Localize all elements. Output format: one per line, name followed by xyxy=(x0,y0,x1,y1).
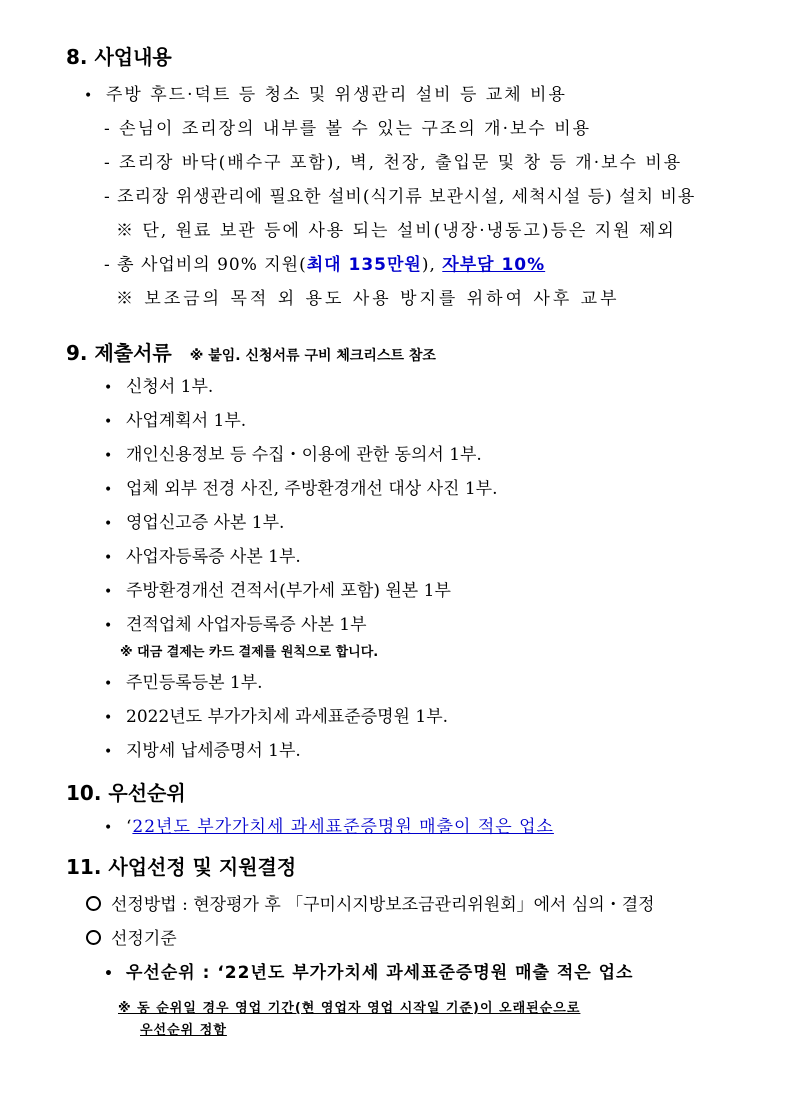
document-label: 지방세 납세증명서 1부. xyxy=(126,741,301,761)
bullet-icon: • xyxy=(104,618,113,634)
bullet-icon: • xyxy=(104,550,113,566)
support-max-amount: 최대 135만원 xyxy=(306,255,422,275)
selection-criteria-text: 선정기준 xyxy=(111,929,177,949)
section-8-exclusion-note: ※ 단, 원료 보관 등에 사용 되는 설비(냉장·냉동고)등은 지원 제외 xyxy=(116,221,676,241)
quote-mark: ‘ xyxy=(126,817,133,837)
bullet-icon: • xyxy=(104,744,113,760)
bullet-icon: • xyxy=(84,88,95,104)
priority-criteria-text: 우선순위 : ‘22년도 부가가치세 과세표준증명원 매출 적은 업소 xyxy=(126,963,634,983)
checklist-reference-note: ※ 붙임. 신청서류 구비 체크리스트 참조 xyxy=(189,348,436,364)
section-10-heading: 10. 우선순위 xyxy=(66,781,186,805)
section-8-heading: 8. 사업내용 xyxy=(66,45,172,69)
bullet-icon: • xyxy=(104,584,113,600)
bullet-icon: • xyxy=(104,710,113,726)
bullet-icon: • xyxy=(104,482,113,498)
document-list-item xyxy=(104,580,451,603)
circle-bullet-icon xyxy=(86,896,101,911)
document-list-item xyxy=(104,706,448,729)
section-8-subitem: - 조리장 바닥(배수구 포함), 벽, 천장, 출입문 및 창 등 개·보수 비용 xyxy=(104,153,683,173)
section-8-support-line xyxy=(104,254,545,276)
selection-method-item xyxy=(86,894,655,916)
section-8-subitem: - 손님이 조리장의 내부를 볼 수 있는 구조의 개·보수 비용 xyxy=(104,119,592,139)
bullet-icon: • xyxy=(104,380,113,396)
card-payment-note: ※ 대금 결제는 카드 결제를 원칙으로 합니다. xyxy=(120,645,379,660)
priority-criteria xyxy=(104,962,633,985)
section-8-main-text: 주방 후드·덕트 등 청소 및 위생관리 설비 등 교체 비용 xyxy=(106,85,567,105)
document-label: 영업신고증 사본 1부. xyxy=(126,513,285,533)
section-8-main-item xyxy=(84,84,567,107)
document-list-item xyxy=(104,444,482,467)
document-label: 개인신용정보 등 수집・이용에 관한 동의서 1부. xyxy=(126,445,482,465)
document-label: 2022년도 부가가치세 과세표준증명원 1부. xyxy=(126,707,449,727)
bullet-icon: • xyxy=(104,516,113,532)
document-label: 사업계획서 1부. xyxy=(126,411,247,431)
section-8-subsidy-note: ※ 보조금의 목적 외 용도 사용 방지를 위하여 사후 교부 xyxy=(116,289,620,309)
bullet-icon: • xyxy=(104,966,114,982)
priority-item xyxy=(104,816,554,839)
tie-break-note-line2: 우선순위 정함 xyxy=(140,1023,227,1038)
document-label: 신청서 1부. xyxy=(126,377,214,397)
document-list-item xyxy=(104,672,263,695)
bullet-icon: • xyxy=(104,414,113,430)
circle-bullet-icon xyxy=(86,930,101,945)
document-list-item xyxy=(104,614,367,637)
document-list-item xyxy=(104,740,301,763)
document-list-item xyxy=(104,546,301,569)
section-9-title: 9. 제출서류 xyxy=(66,341,172,365)
priority-criteria-link: 22년도 부가가치세 과세표준증명원 매출이 적은 업소 xyxy=(132,817,554,837)
selection-method-text: 선정방법 : 현장평가 후 「구미시지방보조금관리위원회」에서 심의・결정 xyxy=(111,895,655,915)
section-8-subitem: - 조리장 위생관리에 필요한 설비(식기류 보관시설, 세척시설 등) 설치 비용 xyxy=(104,187,696,207)
support-text: - 총 사업비의 90% 지원( xyxy=(104,255,307,275)
bullet-icon: • xyxy=(104,448,113,464)
section-11-heading: 11. 사업선정 및 지원결정 xyxy=(66,855,297,879)
section-9-heading xyxy=(66,340,436,369)
tie-break-note-line1: ※ 동 순위일 경우 영업 기간(현 영업자 영업 시작일 기준)이 오래된순으로 xyxy=(118,1001,581,1016)
support-separator: ), xyxy=(421,255,443,275)
document-label: 업체 외부 전경 사진, 주방환경개선 대상 사진 1부. xyxy=(126,479,498,499)
selection-criteria-item xyxy=(86,928,177,950)
document-list-item xyxy=(104,478,497,501)
document-label: 주민등록등본 1부. xyxy=(126,673,263,693)
bullet-icon: • xyxy=(104,676,113,692)
document-label: 주방환경개선 견적서(부가세 포함) 원본 1부 xyxy=(126,581,451,601)
document-label: 사업자등록증 사본 1부. xyxy=(126,547,301,567)
document-label: 견적업체 사업자등록증 사본 1부 xyxy=(126,615,367,635)
bullet-icon: • xyxy=(104,820,114,836)
self-payment-ratio: 자부담 10% xyxy=(442,255,546,275)
document-list-item xyxy=(104,512,284,535)
document-list-item xyxy=(104,410,246,433)
document-list-item xyxy=(104,376,213,399)
